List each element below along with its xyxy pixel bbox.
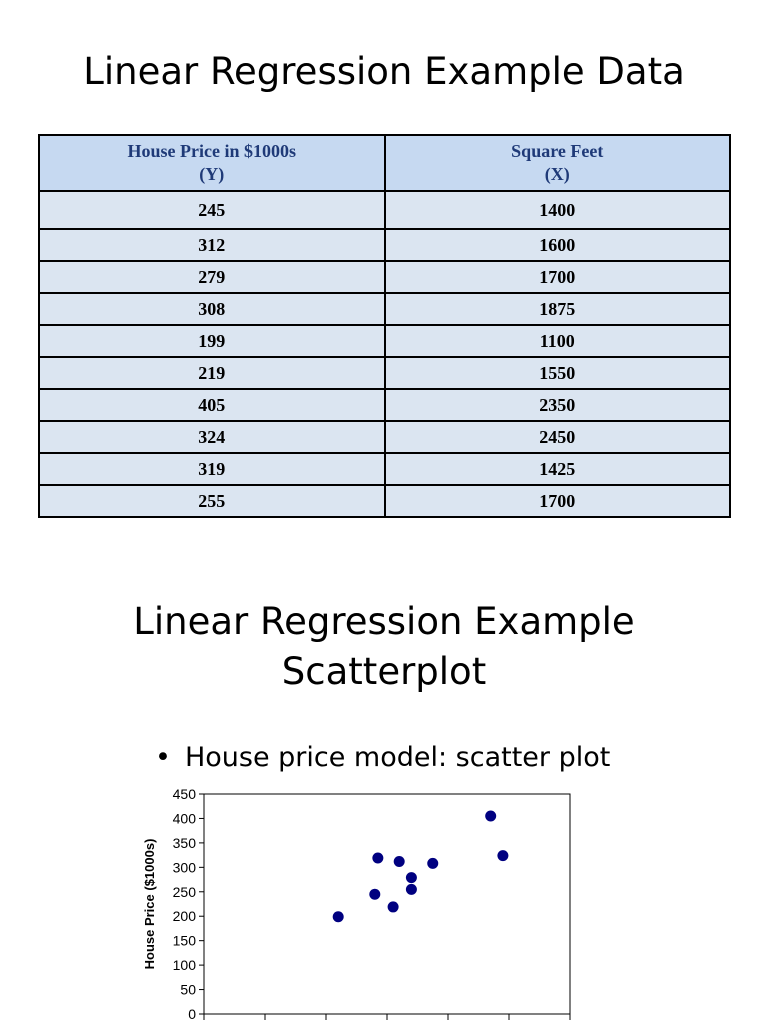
data-point: [388, 901, 399, 912]
bullet-text: House price model: scatter plot: [184, 742, 611, 773]
sqft-cell: 1700: [385, 261, 731, 293]
price-cell: 405: [39, 389, 385, 421]
price-cell: 308: [39, 293, 385, 325]
header-house-price: [39, 135, 385, 191]
header-square-feet: [385, 135, 731, 191]
data-point: [406, 872, 417, 883]
table-row: [39, 191, 730, 229]
y-tick-label: 150: [172, 932, 196, 949]
table-row: [39, 421, 730, 453]
sqft-cell: 1100: [385, 325, 731, 357]
price-cell: 219: [39, 357, 385, 389]
price-cell: 324: [39, 421, 385, 453]
sqft-cell: 1600: [385, 229, 731, 261]
price-cell: 279: [39, 261, 385, 293]
data-point: [485, 811, 496, 822]
price-cell: 199: [39, 325, 385, 357]
table-row: [39, 357, 730, 389]
price-cell: 319: [39, 453, 385, 485]
header-square-feet-label: Square Feet: [511, 141, 604, 161]
y-tick-label: 50: [180, 981, 196, 998]
price-cell: 255: [39, 485, 385, 517]
sqft-cell: 1875: [385, 293, 731, 325]
sqft-cell: 2350: [385, 389, 731, 421]
y-axis-label: House Price ($1000s): [142, 838, 157, 970]
header-house-price-var: (Y): [199, 164, 225, 184]
data-point: [497, 850, 508, 861]
sqft-cell: 1400: [385, 191, 731, 229]
y-tick-label: 200: [172, 908, 196, 925]
y-tick-label: 250: [172, 883, 196, 900]
data-point: [406, 884, 417, 895]
data-point: [369, 889, 380, 900]
table-row: [39, 229, 730, 261]
sqft-cell: 2450: [385, 421, 731, 453]
bullet-item: [155, 742, 610, 773]
price-cell: 312: [39, 229, 385, 261]
data-point: [427, 858, 438, 869]
data-table: [38, 134, 731, 518]
y-tick-label: 0: [188, 1006, 196, 1022]
y-tick-label: 450: [172, 786, 196, 802]
y-tick-label: 300: [172, 859, 196, 876]
scatter-title-line1: Linear Regression Example: [133, 600, 635, 643]
header-house-price-label: House Price in $1000s: [127, 141, 296, 161]
y-tick-label: 350: [172, 834, 196, 851]
scatter-chart: [130, 780, 590, 1024]
bullet-dot-icon: •: [155, 742, 171, 773]
table-row: [39, 325, 730, 357]
table-row: [39, 485, 730, 517]
slide-title: Linear Regression Example Data: [83, 50, 685, 93]
table-row: [39, 453, 730, 485]
y-tick-label: 400: [172, 810, 196, 827]
sqft-cell: 1425: [385, 453, 731, 485]
data-point: [372, 853, 383, 864]
scatter-title-line2: Scatterplot: [281, 650, 487, 693]
data-point: [394, 856, 405, 867]
sqft-cell: 1700: [385, 485, 731, 517]
data-point: [333, 911, 344, 922]
y-tick-label: 100: [172, 957, 196, 974]
price-cell: 245: [39, 191, 385, 229]
plot-area: [204, 794, 570, 1014]
table-row: [39, 293, 730, 325]
header-square-feet-var: (X): [544, 164, 570, 184]
sqft-cell: 1550: [385, 357, 731, 389]
table-header-row: [39, 135, 730, 191]
table-row: [39, 261, 730, 293]
table-row: [39, 389, 730, 421]
